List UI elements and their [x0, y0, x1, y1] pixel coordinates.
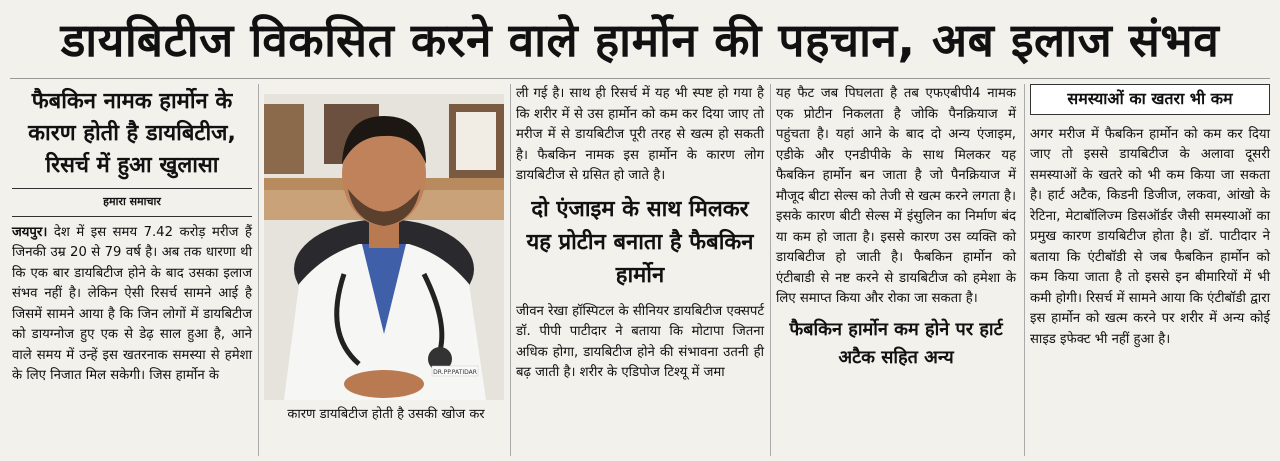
column-3 [776, 84, 1016, 372]
article-headline: डायबिटीज विकसित करने वाले हार्मोन की पहचान, अब इलाज संभव [60, 13, 1220, 67]
column-4-box-heading: समस्याओं का खतरा भी कम [1030, 84, 1270, 115]
doctor-photo [264, 94, 504, 400]
headline-rule [10, 78, 1270, 79]
dateline: जयपुर। [12, 224, 48, 240]
column-3-subheading: फैबकिन हार्मोन कम होने पर हार्ट अटैक सहित अन्य [789, 318, 1003, 368]
column-3-text: यह फैट जब पिघलता है तब एफएबीपी4 नामक एक प्रोटीन निकलता है जोकि पैनक्रियाज में पहुंचता है। यहां आने के बाद दो अन्य एंजाइम, एडीके और एनडीपीके के साथ मिलकर यह फैबकिन हार्मोन बन जाता है जो पैनक्रियाज में मौजूद बीटा सेल्स को तेजी से खत्म करने लगता है। इसके कारण बीटी सेल्स में इंसुलिन का निर्माण बंद या कम हो जाता है। इससे कारण उस व्यक्ति को डायबिटीज हो जाती है। फैबकिन हार्मोन को एंटीबाडी से नष्ट करने से डायबिटीज को हमेशा के लिए समाप्त किया और रोका जा सकता है। [776, 86, 1016, 306]
column-1-subheading: फैबकिन नामक हार्मोन के कारण होती है डायबिटीज, रिसर्च में हुआ खुलासा [28, 89, 236, 178]
column-1-text: देश में इस समय 7.42 करोड़ मरीज हैं जिनकी उम्र 20 से 79 वर्ष है। अब तक धारणा थी कि एक बार डायबिटीज होने के बाद उसका इलाज संभव नहीं है। लेकिन ऐसी रिसर्च सामने आई है जिसमें सामने आया है कि जिन लोगों में डायबिटीज को डायग्नोज हुए एक से डेढ़ साल हुआ है, आने वाले समय में उन्हें इस खतरनाक समस्या से हमेशा के लिए निजात मिल सकेगी। जिस हार्मोन के [12, 224, 252, 383]
column-2-text-bottom: जीवन रेखा हॉस्पिटल के सीनियर डायबिटीज एक्सपर्ट डॉ. पीपी पाटीदार ने बताया कि मोटापा जितना अधिक होगा, डायबिटीज होने की संभावना उतनी ही बढ़ जाती है। शरीर के एडिपोज टिश्यू में जमा [516, 303, 764, 380]
column-2-text-top: ली गई है। साथ ही रिसर्च में यह भी स्पष्ट हो गया है कि शरीर में से उस हार्मोन को कम कर दिया जाए तो मरीज में से डायबिटीज पूरी तरह से खत्म हो सकती है। फैबकिन नामक इस हार्मोन के कारण लोग डायबिटीज से ग्रसित हो जाते है। [516, 86, 764, 183]
column-divider [258, 84, 259, 456]
column-2-subheading: दो एंजाइम के साथ मिलकर यह प्रोटीन बनाता है फैबकिन हार्मोन [526, 196, 754, 288]
column-2 [516, 84, 764, 384]
column-4-text: अगर मरीज में फैबकिन हार्मोन को कम कर दिया जाए तो इससे डायबिटीज के अलावा दूसरी समस्याओं के खतरे को भी कम किया जा सकता है। हार्ट अटैक, किडनी डिजीज, लकवा, आंखो के रेटिना, मेटाबॉलिज्म डिसऑर्डर जैसी समस्याओं का प्रमुख कारण डायबिटीज होता है। डॉ. पाटीदार ने बताया कि एंटीबॉडी से जब फैबकिन हार्मोन को कम किया जाता है तो इससे इन बीमारियों में भी कमी होगी। रिसर्च में सामने आया कि एंटीबॉडी द्वारा इस हार्मोन को खत्म करने पर शरीर में अन्य कोई साइड इफेक्ट भी नहीं हुआ है। [1030, 126, 1270, 347]
column-4 [1030, 84, 1270, 350]
column-1-body [12, 223, 252, 387]
column-1 [12, 84, 252, 387]
column-divider [770, 84, 771, 456]
column-divider [1024, 84, 1025, 456]
coat-name-label: DR.PP.PATIDAR [433, 369, 477, 376]
column-divider [510, 84, 511, 456]
news-agency-label: हमारा समाचार [12, 188, 252, 217]
photo-caption: कारण डायबिटीज होती है उसकी खोज कर [287, 407, 485, 422]
